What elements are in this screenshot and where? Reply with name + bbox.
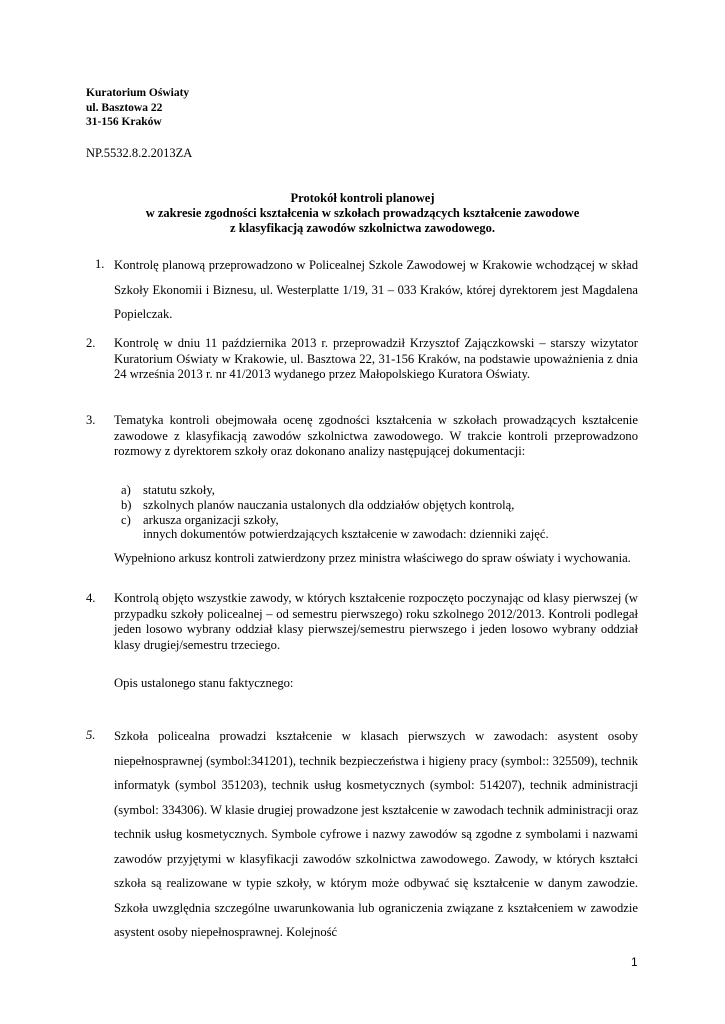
list-item-text: szkolnych planów nauczania ustalonych dla oddziałów objętych kontrolą, bbox=[143, 497, 515, 512]
page-number: 1 bbox=[631, 955, 638, 969]
item-5-number: 5. bbox=[86, 728, 96, 742]
item-4-text: Kontrolą objęto wszystkie zawody, w których kształcenie rozpoczęto poczynając od klasy pierwszej (w przypadku szkoły policealnej – od semestru pierwszego) roku szkolnego 2012/2013. Kontroli podlegał jeden losowo wybrany oddział klasy pierwszej/semestru pierwszego i jeden losowo wybrany oddział klasy drugiej/semestru trzeciego. bbox=[114, 591, 638, 652]
item-3-after-text: Wypełniono arkusz kontroli zatwierdzony przez ministra właściwego do spraw oświaty i wychowania. bbox=[114, 551, 631, 565]
address-line-2: ul. Basztowa 22 bbox=[86, 101, 163, 114]
list-item-label: b) bbox=[121, 497, 132, 512]
list-item bbox=[121, 527, 549, 542]
findings-heading: Opis ustalonego stanu faktycznego: bbox=[114, 676, 294, 690]
item-5-text: Szkoła policealna prowadzi kształcenie w klasach pierwszych w zawodach: asystent osoby niepełnosprawnej (symbol:341201), technik bezpieczeństwa i higieny pracy (symbol:: 325509), technik informatyk (symbol 351203), technik usług kosmetycznych (symbol: 514207), technik administracji (symbol: 334306). W klasie drugiej prowadzone jest kształcenie w zawodach technik administracji oraz technik usług kosmetycznych. Symbole cyfrowe i nazwy zawodów są zgodne z symbolami i nazwami zawodów przyjętymi w klasyfikacji zawodów szkolnictwa zawodowego. Zawody, w których kształci szkoła są realizowane w typie szkoły, w którym może odbywać się kształcenie w danym zawodzie. Szkoła uwzględnia szczególne uwarunkowania lub ograniczenia związane z kształceniem w zawodzie asystent osoby niepełnosprawnej. Kolejność bbox=[114, 729, 638, 939]
list-item bbox=[121, 483, 549, 498]
authority-address bbox=[86, 86, 189, 130]
title-line-1: Protokół kontroli planowej bbox=[290, 191, 435, 205]
document-title bbox=[0, 191, 725, 236]
item-1-text: Kontrolę planową przeprowadzono w Policealnej Szkole Zawodowej w Krakowie wchodzącej w skład Szkoły Ekonomii i Biznesu, ul. Westerplatte 1/19, 31 – 033 Kraków, której dyrektorem jest Magdalena Popielczak. bbox=[114, 258, 638, 321]
list-item-text: arkusza organizacji szkoły, bbox=[143, 512, 279, 527]
list-item-text: statutu szkoły, bbox=[143, 483, 215, 497]
title-line-2: w zakresie zgodności kształcenia w szkołach prowadzących kształcenie zawodowe bbox=[145, 206, 580, 220]
address-line-3: 31-156 Kraków bbox=[86, 116, 162, 128]
list-item-label: a) bbox=[121, 483, 131, 497]
item-3-text: Tematyka kontroli obejmowała ocenę zgodności kształcenia w szkołach prowadzących kształcenie zawodowe z klasyfikacją zawodów szkolnictwa zawodowego. W trakcie kontroli przeprowadzono rozmowy z dyrektorem szkoły oraz dokonano analizy następującej dokumentacji: bbox=[114, 413, 638, 458]
reference-number: NP.5532.8.2.2013ZA bbox=[86, 146, 193, 160]
list-item-text: innych dokumentów potwierdzających kształcenie w zawodach: dzienniki zajęć. bbox=[143, 527, 549, 542]
item-4-number: 4. bbox=[86, 591, 96, 605]
list-item bbox=[121, 498, 549, 513]
list-item bbox=[121, 513, 549, 528]
item-2-text: Kontrolę w dniu 11 października 2013 r. przeprowadził Krzysztof Zajączkowski – starszy wizytator Kuratorium Oświaty w Krakowie, ul. Basztowa 22, 31-156 Kraków, na podstawie upoważnienia z dnia 24 września 2013 r. nr 41/2013 wydanego przez Małopolskiego Kuratora Oświaty. bbox=[114, 336, 638, 381]
address-line-1: Kuratorium Oświaty bbox=[86, 87, 190, 99]
item-1-number: 1. bbox=[95, 257, 105, 271]
item-3-number: 3. bbox=[86, 413, 96, 427]
item-3-document-list bbox=[121, 483, 549, 542]
item-2-number: 2. bbox=[86, 336, 96, 350]
title-line-3: z klasyfikacją zawodów szkolnictwa zawodowego. bbox=[230, 221, 495, 235]
list-item-label: c) bbox=[121, 512, 131, 527]
